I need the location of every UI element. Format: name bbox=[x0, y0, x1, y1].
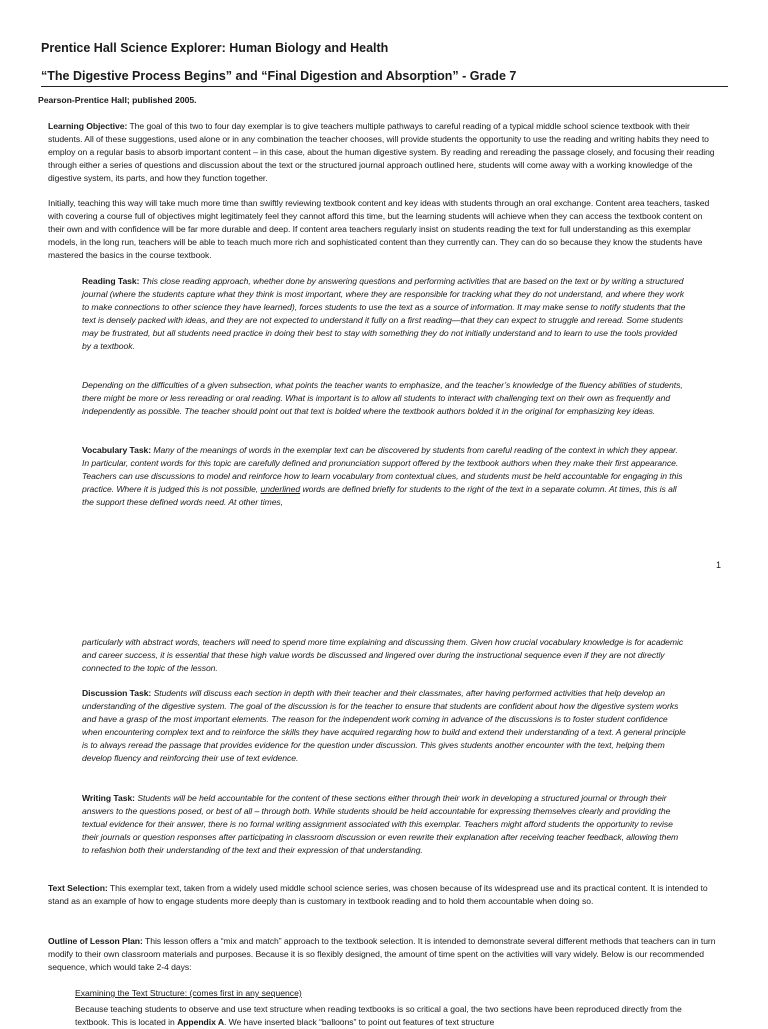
reading-task-text: This close reading approach, whether done by answering questions and performing activities that are based on the text or by writing a structured journal (where the students capture what they think is most important, where they are responsible for tracking what they do not understand, and where they work to make connections to other science they have learned), forces students to use the text as a source of information. It may make sense to notify students that the text is densely packed with ideas, and they are not expected to understand it fully on a first reading—that they can expect to struggle and reread. Some students may be frustrated, but all students need practice in doing their best to stay with something they do not initially understand and to learn to use the tools provided by a textbook. bbox=[82, 276, 686, 352]
vocabulary-task-continued-paragraph: particularly with abstract words, teachers will need to spend more time explaining and discussing them. Given how crucial vocabulary knowledge is for academic and career success, it is essential that these high value words be discussed and lingered over during the instructional sequence even if they are not directly connected to the topic of the lesson. bbox=[82, 637, 684, 674]
writing-task-label: Writing Task: bbox=[82, 793, 135, 803]
writing-task-paragraph bbox=[82, 792, 686, 857]
vocabulary-task-label: Vocabulary Task: bbox=[82, 445, 152, 455]
vocabulary-task-paragraph bbox=[82, 444, 686, 509]
page-number: 1 bbox=[716, 560, 722, 570]
appendix-reference: Appendix A bbox=[177, 1017, 224, 1028]
outline-paragraph bbox=[48, 935, 720, 974]
title-divider bbox=[41, 86, 728, 87]
writing-task-text: Students will be held accountable for the content of these sections either through their work in developing a structured journal or through their answers to the questions posed, or best of all – through both. While students should be held accountable for expressing themselves clearly and providing the textual evidence for their answer, there is no formal writing assignment associated with this exemplar. Teachers might afford students the opportunity to revise their journals or question responses after participating in classroom discussion or even rewrite their explanation after receiving teacher feedback, allowing them to refashion both their understanding of the text and their expression of that understanding. bbox=[82, 793, 679, 856]
outline-text: This lesson offers a “mix and match” approach to the textbook selection. It is intended to demonstrate several different methods that teachers can in turn modify to their own classroom materials and purposes. Because it is so flexibly designed, the amount of time spent on the activities will vary widely. Below is our recommended sequence, which would take 2-4 days: bbox=[48, 936, 716, 973]
discussion-task-text: Students will discuss each section in depth with their teacher and their classmates, after having performed activities that help develop an understanding of the digestive system. The goal of the discussion is for the teacher to ensure that students are confident about how the digestive system works and have a grasp of the most important elements. The reason for the independent work coming in advance of the discussions is to foster student confidence when encountering complex text and to reinforce the skills they have acquired regarding how to build and extend their understanding of a text. A general principle is to always reread the passage that provides evidence for the question under discussion. This gives students another encounter with the text, helping them develop fluency and reinforcing their use of text evidence. bbox=[82, 688, 686, 764]
text-structure-text-end: . We have inserted black “balloons” to point out features of text structure bbox=[224, 1017, 495, 1028]
text-structure-text: Because teaching students to observe and use text structure when reading textbooks is so critical a goal, the two sections have been reproduced directly from the textbook. This is located in bbox=[75, 1004, 682, 1028]
publisher-line: Pearson-Prentice Hall; published 2005. bbox=[38, 95, 197, 105]
text-selection-label: Text Selection: bbox=[48, 883, 108, 893]
reading-task-paragraph bbox=[82, 275, 686, 354]
text-selection-paragraph bbox=[48, 882, 720, 908]
learning-objective-label: Learning Objective: bbox=[48, 121, 128, 131]
outline-label: Outline of Lesson Plan: bbox=[48, 936, 143, 946]
vocabulary-task-text-end: words are defined briefly for students to the right of the text in a separate column. At times, this is all the support these defined words need. At other times, bbox=[82, 484, 677, 508]
reading-task-label: Reading Task: bbox=[82, 276, 140, 286]
text-structure-paragraph bbox=[75, 1003, 705, 1029]
discussion-task-paragraph bbox=[82, 687, 686, 766]
discussion-task-label: Discussion Task: bbox=[82, 688, 152, 698]
vocabulary-task-text: Many of the meanings of words in the exemplar text can be discovered by students from careful reading of the context in which they appear. In particular, content words for this topic are carefully defined and pronunciation support offered by the textbook authors when they make their first appearance. Teachers can use discussions to model and reinforce how to learn vocabulary from contextual clues, and students must be held accountable for engaging in this practice. Where it is judged this is not possible, bbox=[82, 445, 683, 495]
learning-objective-text: The goal of this two to four day exemplar is to give teachers multiple pathways to careful reading of a typical middle school science textbook with their students. All of these suggestions, used alone or in any combination the teacher chooses, will provide students the opportunity to use the reading and writing habits they need to employ on a regular basis to absorb important content – in this case, about the human digestive system. By reading and rereading the passage closely, and focusing their reading through either a series of questions and discussion about the text or the structured journal approach outlined here, students will come away with a working knowledge of the digestive system, its parts, and how they function together. bbox=[48, 121, 715, 184]
doc-title: Prentice Hall Science Explorer: Human Biology and Health bbox=[41, 41, 389, 55]
learning-objective-paragraph bbox=[48, 120, 720, 185]
intro-paragraph: Initially, teaching this way will take much more time than swiftly reviewing textbook content and key ideas with students through an oral exchange. Content area teachers, tasked with covering a course full of objectives might legitimately feel they cannot afford this time, but the learning students will achieve when they can access the textbook content on their own and with confidence will be far more durable and deep. If content area teachers regularly insist on students reading the text for full understanding as this exemplar models, in the long run, teachers will be able to teach much more rich and sophisticated content than they currently can. They can do so because they know the students have mastered the basics in the course textbook. bbox=[48, 198, 710, 261]
text-structure-heading: Examining the Text Structure: (comes first in any sequence) bbox=[75, 988, 302, 998]
reading-task-followup-paragraph: Depending on the difficulties of a given subsection, what points the teacher wants to emphasize, and the teacher’s knowledge of the fluency abilities of students, there might be more or less rereading or oral reading. What is important is to allow all students to interact with challenging text on their own as frequently and independently as possible. The teacher should point out that text is bolded where the textbook authors bolded it in the original for emphasizing key ideas. bbox=[82, 380, 683, 417]
text-selection-text: This exemplar text, taken from a widely used middle school science series, was chosen because of its widespread use and its practical content. It is intended to stand as an example of how to engage students more deeply than is customary in textbook reading and to hold them accountable when doing so. bbox=[48, 883, 708, 907]
doc-subtitle: “The Digestive Process Begins” and “Final Digestion and Absorption” - Grade 7 bbox=[41, 69, 517, 83]
underlined-word: underlined bbox=[260, 484, 301, 495]
